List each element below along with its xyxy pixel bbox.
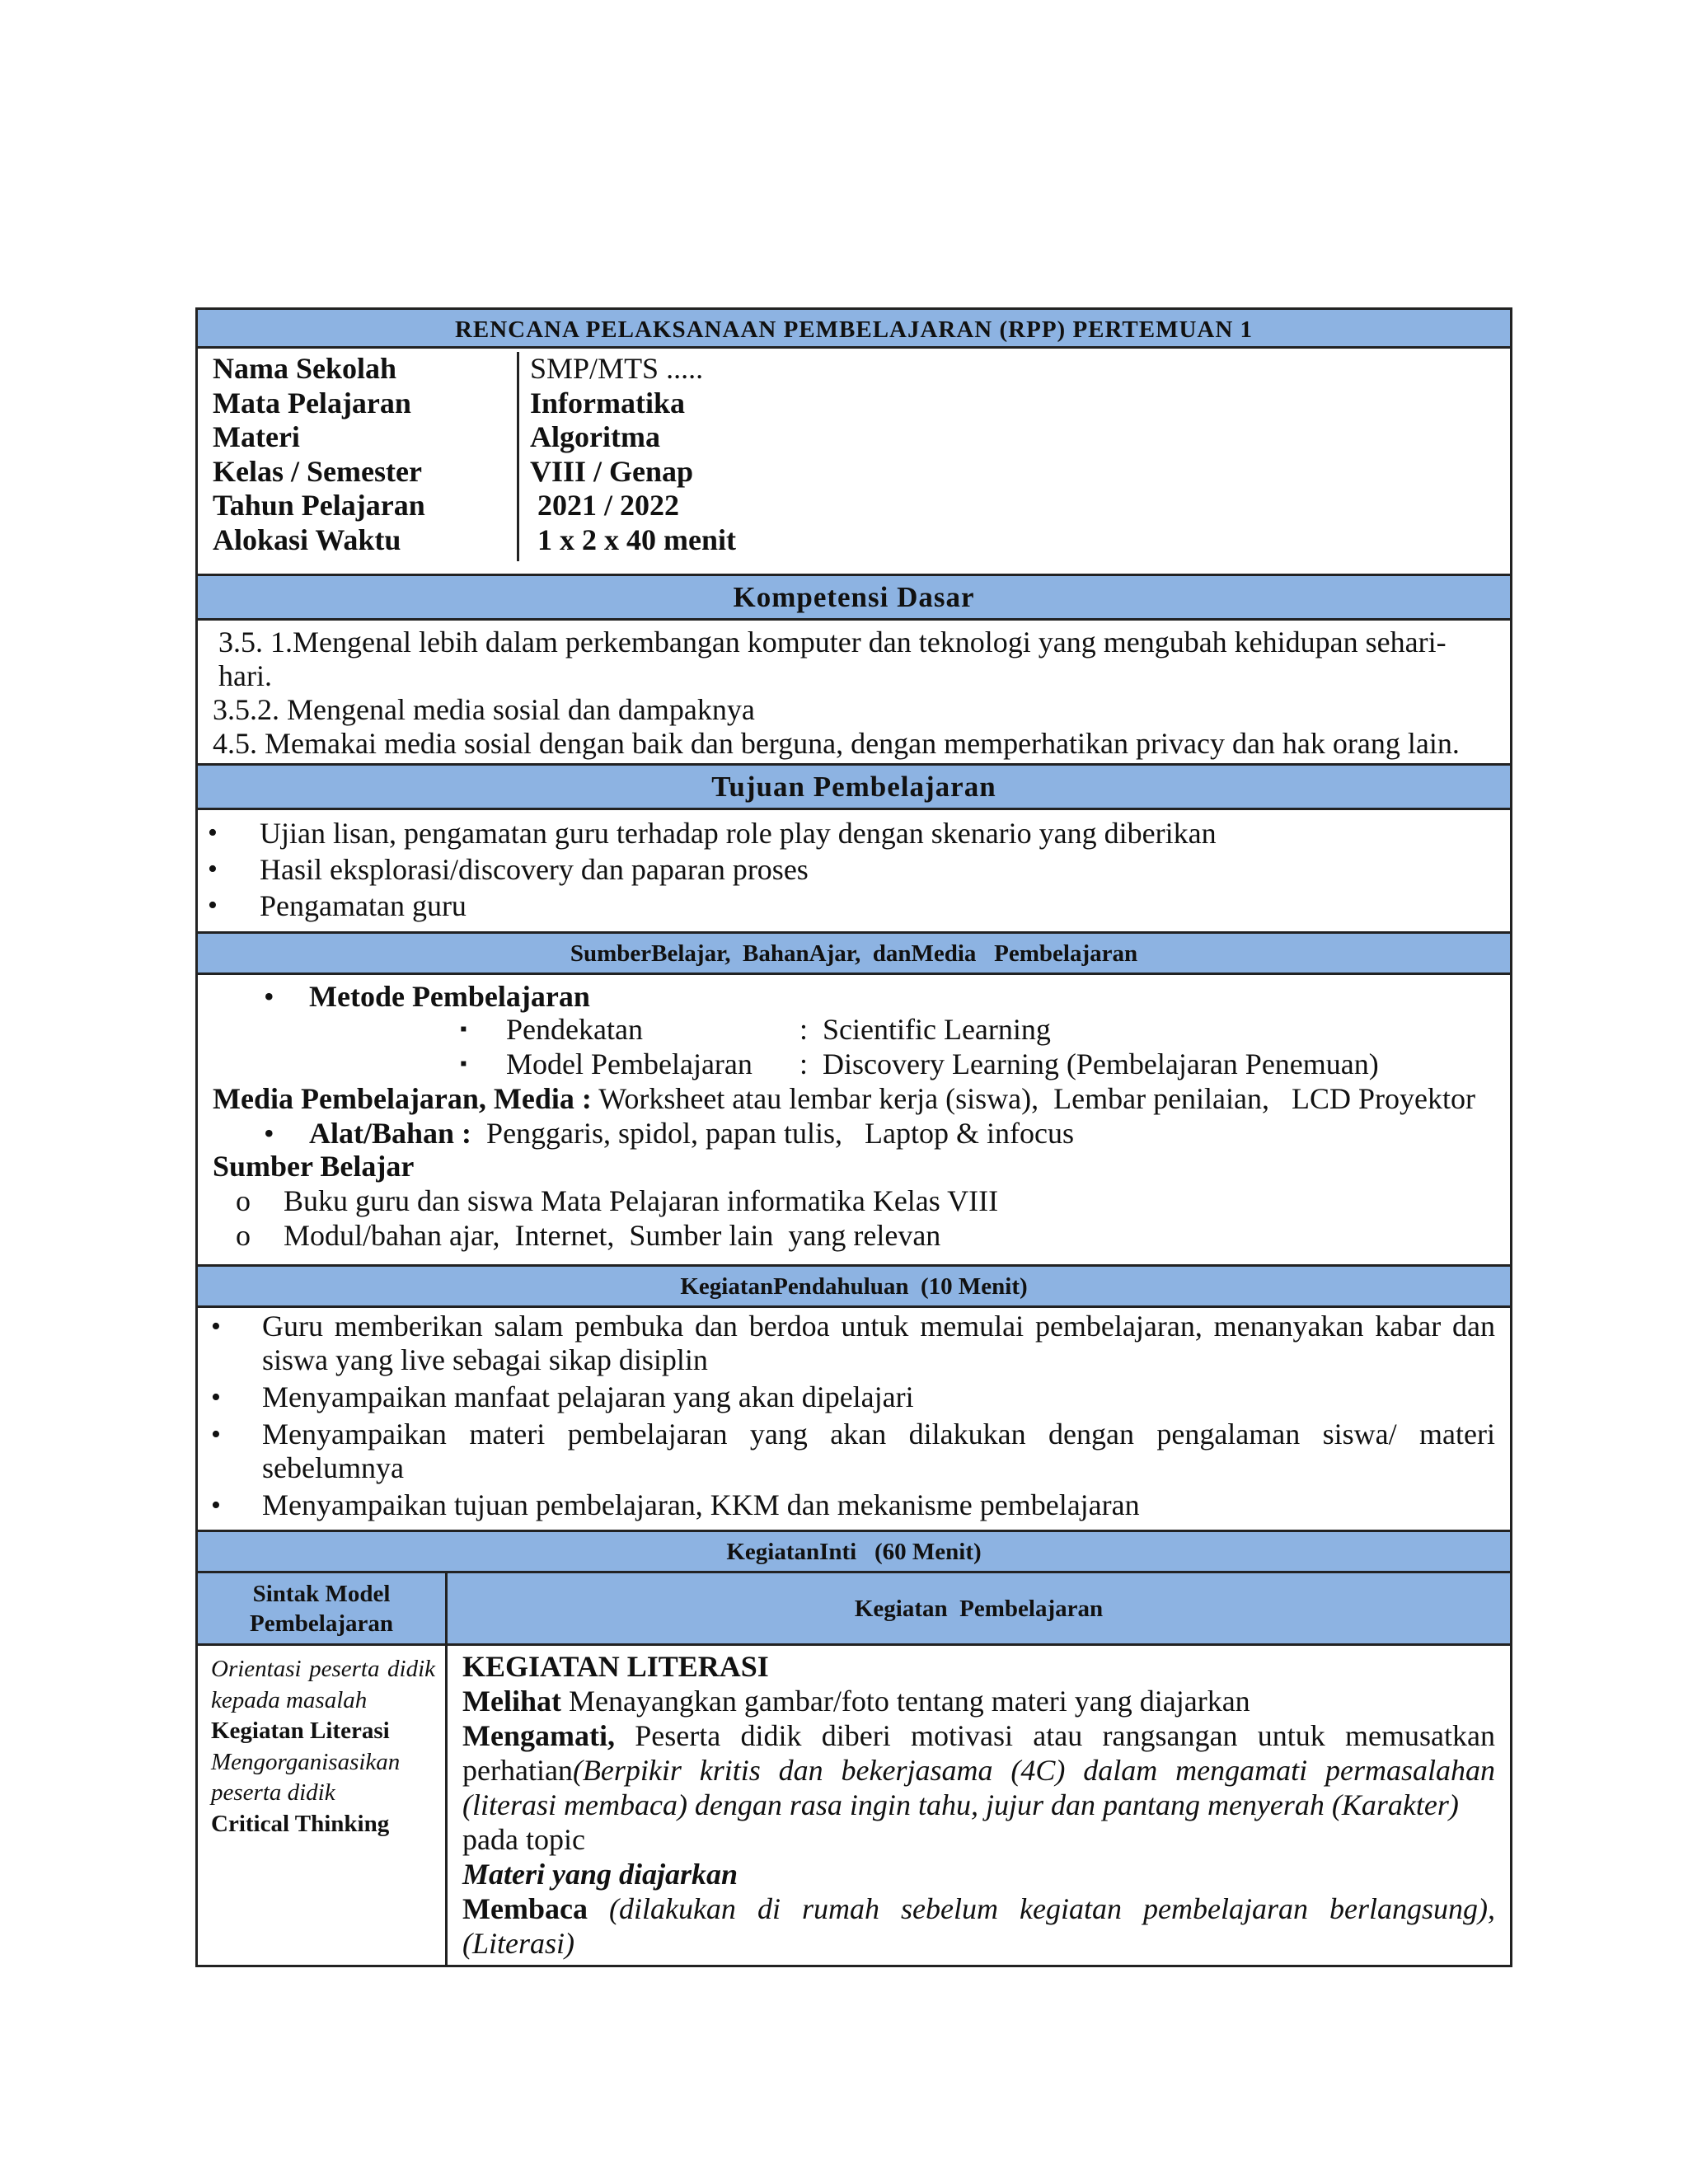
list-item: • Menyampaikan manfaat pelajaran yang akan dipelajari (198, 1380, 1495, 1414)
inti-content-row (195, 1646, 1512, 1967)
sintak-orientasi: Orientasi peserta didik kepada masalah (211, 1656, 435, 1713)
mengamati-text: Peserta didik diberi motivasi atau rangsangan untuk memusatkan perhatian (462, 1719, 1495, 1787)
tujuan-heading: Tujuan Pembelajaran (195, 766, 1512, 810)
value-mata-pelajaran: Informatika (530, 386, 685, 419)
list-item: • Pengamatan guru (198, 888, 1510, 924)
value-kelas-semester: VIII / Genap (530, 454, 694, 488)
mengamati-italic: (Berpikir kritis dan bekerjasama (4C) dalam mengamati permasalahan (literasi membaca) dengan rasa ingin tahu, jujur dan pantang menyerah (Karakter) (462, 1754, 1495, 1821)
bullet-icon: • (264, 980, 274, 1013)
pendekatan-value: : Scientific Learning (799, 1013, 1051, 1046)
bullet-icon: • (264, 1117, 274, 1150)
label-nama-sekolah: Nama Sekolah (213, 352, 397, 385)
inti-column-headers (195, 1573, 1512, 1646)
inti-heading: KegiatanInti (60 Menit) (195, 1532, 1512, 1573)
materi-diajarkan: Materi yang diajarkan (462, 1858, 738, 1891)
sintak-critical: Critical Thinking (211, 1810, 390, 1837)
kd-line: hari. (218, 659, 272, 692)
metode-label: Metode Pembelajaran (309, 980, 590, 1013)
pendekatan-label: Pendekatan (506, 1013, 643, 1046)
sumber-belajar-label: Sumber Belajar (213, 1150, 415, 1183)
kegiatan-column-header: Kegiatan Pembelajaran (448, 1573, 1510, 1643)
list-item: • Menyampaikan tujuan pembelajaran, KKM dan mekanisme pembelajaran (198, 1488, 1495, 1522)
list-item: • Guru memberikan salam pembuka dan berdoa untuk memulai pembelajaran, menanyakan kabar dan siswa yang live sebagai sikap disiplin (198, 1310, 1495, 1377)
label-kelas-semester: Kelas / Semester (213, 454, 422, 488)
kompetensi-heading: Kompetensi Dasar (195, 576, 1512, 621)
literasi-title: KEGIATAN LITERASI (462, 1650, 769, 1683)
mengamati-label: Mengamati, (462, 1719, 615, 1752)
sumber-heading: SumberBelajar, BahanAjar, danMedia Pembelajaran (195, 934, 1512, 975)
pendahuluan-section (195, 1308, 1512, 1532)
membaca-label: Membaca (462, 1892, 588, 1925)
sintak-column-header: Sintak Model Pembelajaran (198, 1573, 448, 1643)
alat-value: Penggaris, spidol, papan tulis, Laptop & infocus (471, 1117, 1074, 1150)
label-tahun-pelajaran: Tahun Pelajaran (213, 489, 425, 522)
kegiatan-cell (448, 1646, 1510, 1965)
value-tahun-pelajaran: 2021 / 2022 (530, 489, 680, 522)
model-value: : Discovery Learning (Pembelajaran Penemuan) (799, 1047, 1379, 1080)
identity-values (530, 349, 736, 557)
list-item: • Hasil eksplorasi/discovery dan paparan proses (198, 851, 1510, 888)
document-title: RENCANA PELAKSANAAN PEMBELAJARAN (RPP) PERTEMUAN 1 (195, 307, 1512, 349)
sumber-section (195, 975, 1512, 1267)
membaca-paragraph (462, 1891, 1495, 1961)
rpp-document (195, 307, 1512, 1967)
circle-bullet-icon: o (236, 1184, 251, 1217)
label-materi: Materi (213, 420, 300, 453)
identity-labels (213, 349, 425, 557)
kd-line: 4.5. Memakai media sosial dengan baik dan berguna, dengan memperhatikan privacy dan hak orang lain. (213, 727, 1460, 760)
kd-line: 3.5.2. Mengenal media sosial dan dampaknya (213, 693, 755, 726)
sintak-cell (198, 1646, 448, 1965)
alat-line (264, 1117, 1074, 1151)
circle-bullet-icon: o (236, 1219, 251, 1252)
label-mata-pelajaran: Mata Pelajaran (213, 386, 411, 419)
mengamati-paragraph (462, 1718, 1495, 1822)
melihat-label: Melihat (462, 1685, 561, 1718)
square-bullet-icon: ▪ (460, 1053, 467, 1075)
identity-divider (517, 352, 519, 561)
label-alokasi-waktu: Alokasi Waktu (213, 523, 401, 556)
value-nama-sekolah: SMP/MTS ..... (530, 352, 704, 385)
tujuan-section (195, 810, 1512, 934)
sintak-organisasi: Mengorganisasikan peserta didik (211, 1748, 401, 1806)
list-item: Buku guru dan siswa Mata Pelajaran informatika Kelas VIII (284, 1184, 999, 1217)
membaca-text: (dilakukan di rumah sebelum kegiatan pembelajaran berlangsung),(Literasi) (462, 1892, 1495, 1960)
identity-section (195, 349, 1512, 576)
pendahuluan-heading: KegiatanPendahuluan (10 Menit) (195, 1267, 1512, 1308)
list-item: • Menyampaikan materi pembelajaran yang akan dilakukan dengan pengalaman siswa/ materi sebelumnya (198, 1418, 1495, 1485)
list-item: • Ujian lisan, pengamatan guru terhadap role play dengan skenario yang diberikan (198, 815, 1510, 851)
value-materi: Algoritma (530, 420, 660, 453)
alat-label: Alat/Bahan : (309, 1117, 472, 1150)
media-label: Media Pembelajaran, Media : (213, 1082, 592, 1115)
sintak-literasi: Kegiatan Literasi (211, 1718, 390, 1744)
media-line (213, 1082, 1475, 1116)
melihat-text: Menayangkan gambar/foto tentang materi yang diajarkan (560, 1685, 1250, 1718)
kd-line: 3.5. 1.Mengenal lebih dalam perkembangan komputer dan teknologi yang mengubah kehidupan sehari- (218, 626, 1447, 658)
list-item: Modul/bahan ajar, Internet, Sumber lain yang relevan (284, 1219, 941, 1252)
melihat-paragraph (462, 1684, 1495, 1718)
kompetensi-section (195, 621, 1512, 766)
model-label: Model Pembelajaran (506, 1047, 753, 1080)
square-bullet-icon: ▪ (460, 1019, 467, 1040)
pada-topic: pada topic (462, 1823, 585, 1856)
metode-line (264, 980, 590, 1014)
value-alokasi-waktu: 1 x 2 x 40 menit (530, 523, 736, 556)
media-value: Worksheet atau lembar kerja (siswa), Lembar penilaian, LCD Proyektor (591, 1082, 1475, 1115)
